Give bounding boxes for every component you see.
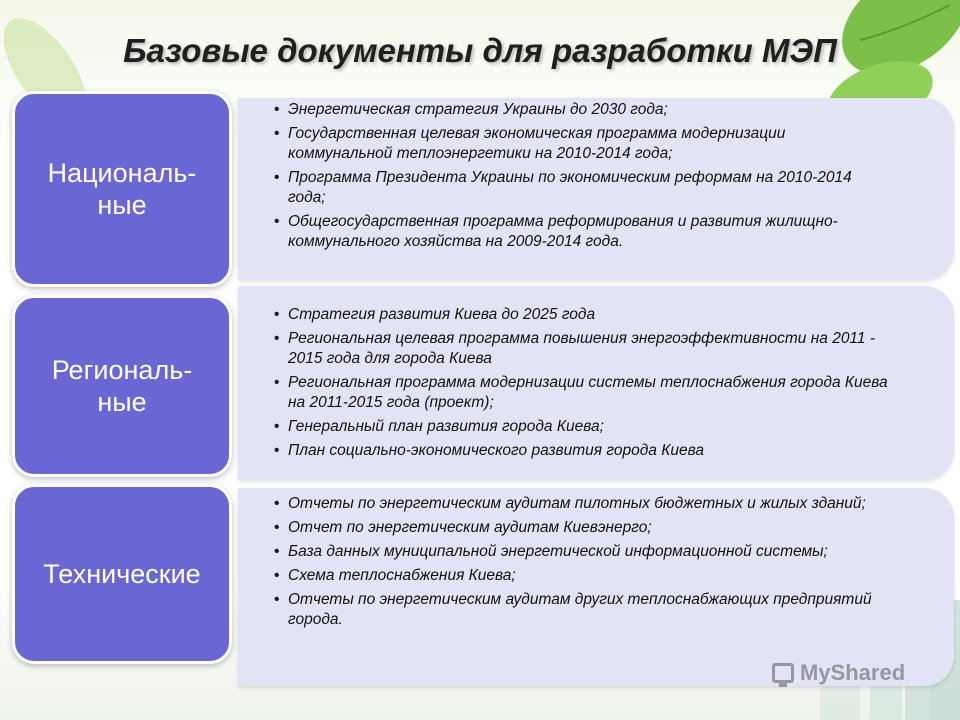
list-item: • Отчет по энергетическим аудитам Киевэнерго; xyxy=(272,518,912,538)
list-item: • Стратегия развития Киева до 2025 года xyxy=(272,305,892,325)
presentation-icon xyxy=(772,663,794,683)
list-item: • Отчеты по энергетическим аудитам других теплоснабжающих предприятий города. xyxy=(272,590,912,630)
list-item: • Программа Президента Украины по экономическим реформам на 2010-2014 года; xyxy=(272,168,892,208)
list-item: • Энергетическая стратегия Украины до 2030 года; xyxy=(272,100,892,120)
document-list-regional xyxy=(272,305,892,465)
list-item: • План социально-экономического развития города Киева xyxy=(272,441,892,461)
document-list-technical xyxy=(272,494,912,634)
list-item: • Региональная программа модернизации системы теплоснабжения города Киева на 2011-2015 года (проект); xyxy=(272,373,892,413)
section-label-regional: Региональ- ные xyxy=(12,295,232,477)
section-label-national: Националь- ные xyxy=(12,91,232,287)
list-item: • Общегосударственная программа реформирования и развития жилищно-коммунального хозяйства на 2009-2014 года. xyxy=(272,212,892,252)
watermark xyxy=(772,660,905,686)
list-item: • Генеральный план развития города Киева; xyxy=(272,417,892,437)
list-item: • Отчеты по энергетическим аудитам пилотных бюджетных и жилых зданий; xyxy=(272,494,912,514)
document-list-national xyxy=(272,100,892,256)
list-item: • База данных муниципальной энергетической информационной системы; xyxy=(272,542,912,562)
page-title: Базовые документы для разработки МЭП xyxy=(123,32,837,69)
list-item: • Государственная целевая экономическая программа модернизации коммунальной теплоэнергетики на 2010-2014 года; xyxy=(272,124,892,164)
section-label-technical: Технические xyxy=(12,484,232,664)
watermark-text: MyShared xyxy=(800,660,906,685)
list-item: • Региональная целевая программа повышения энергоэффективности на 2011 - 2015 года для города Киева xyxy=(272,329,892,369)
list-item: • Схема теплоснабжения Киева; xyxy=(272,566,912,586)
